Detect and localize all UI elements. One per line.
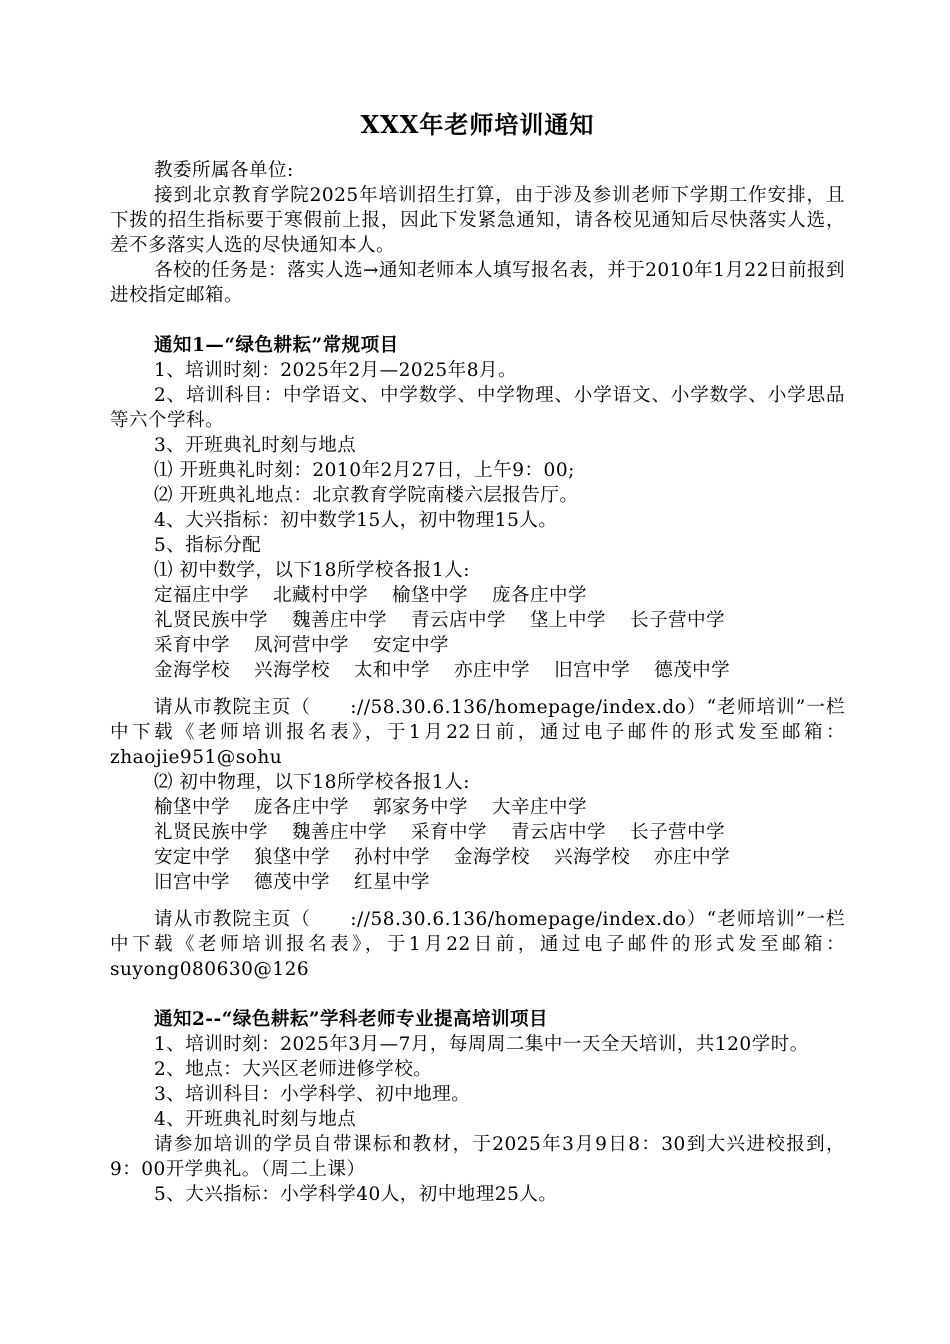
school-name: 大辛庄中学 — [492, 797, 588, 818]
notice1-item5: 5、指标分配 — [154, 535, 262, 556]
notice2-item4-text: 请参加培训的学员自带课标和教材，于2025年3月9日8：30到大兴进校报到，9：00开学典礼。（周二上课） — [110, 1134, 845, 1180]
math-schools-header: ⑴ 初中数学，以下18所学校各报1人: — [154, 560, 470, 581]
school-name: 榆垡中学 — [392, 585, 469, 606]
notice1-item1: 1、培训时刻：2025年2月—2025年8月。 — [154, 360, 517, 381]
school-row — [110, 633, 845, 658]
school-name: 长子营中学 — [630, 822, 726, 843]
notice1-item2: 2、培训科目：中学语文、中学数学、中学物理、小学语文、小学数学、小学思品等六个学科。 — [110, 385, 845, 431]
school-row — [110, 870, 845, 895]
notice2-heading: 通知2--“绿色耕耘”学科老师专业提高培训项目 — [154, 1009, 549, 1030]
school-name: 孙村中学 — [354, 847, 431, 868]
school-name: 定福庄中学 — [154, 585, 250, 606]
notice2-item5: 5、大兴指标：小学科学40人，初中地理25人。 — [154, 1184, 558, 1205]
school-row — [110, 820, 845, 845]
greeting: 教委所属各单位: — [154, 160, 294, 181]
document-page — [110, 108, 845, 1207]
school-name: 礼贤民族中学 — [154, 610, 269, 631]
notice2-item2: 2、地点：大兴区老师进修学校。 — [154, 1059, 433, 1080]
notice1-item3a: ⑴ 开班典礼时刻：2010年2月27日，上午9：00; — [154, 460, 575, 481]
math-instruction: 请从市教院主页（ ://58.30.6.136/homepage/index.do）“老师培训”一栏中下载《老师培训报名表》，于1月22日前，通过电子邮件的形式发至邮箱：zhaojie951@sohu — [110, 697, 845, 768]
notice2-item1: 1、培训时刻：2025年3月—7月，每周周二集中一天全天培训，共120学时。 — [154, 1034, 809, 1055]
school-name: 金海学校 — [154, 660, 231, 681]
school-name: 魏善庄中学 — [292, 822, 388, 843]
school-name: 安定中学 — [373, 635, 450, 656]
school-name: 采育中学 — [154, 635, 231, 656]
school-name: 魏善庄中学 — [292, 610, 388, 631]
notice2-item3: 3、培训科目：小学科学、初中地理。 — [154, 1084, 471, 1105]
document-title: XXX年老师培训通知 — [360, 110, 595, 139]
notice2-item4: 4、开班典礼时刻与地点 — [154, 1109, 357, 1130]
school-name: 长子营中学 — [630, 610, 726, 631]
school-name: 庞各庄中学 — [254, 797, 350, 818]
school-name: 德茂中学 — [654, 660, 731, 681]
school-name: 亦庄中学 — [454, 660, 531, 681]
school-name: 兴海学校 — [254, 660, 331, 681]
physics-schools-header: ⑵ 初中物理，以下18所学校各报1人: — [154, 772, 470, 793]
school-row — [110, 658, 845, 683]
notice1-item4: 4、大兴指标：初中数学15人，初中物理15人。 — [154, 510, 558, 531]
school-name: 礼贤民族中学 — [154, 822, 269, 843]
school-row — [110, 845, 845, 870]
notice1-item3: 3、开班典礼时刻与地点 — [154, 435, 357, 456]
school-name: 狼垡中学 — [254, 847, 331, 868]
school-name: 青云店中学 — [511, 822, 607, 843]
school-name: 郭家务中学 — [373, 797, 469, 818]
school-name: 兴海学校 — [554, 847, 631, 868]
school-name: 旧宫中学 — [154, 872, 231, 893]
intro-paragraph: 接到北京教育学院2025年培训招生打算，由于涉及参训老师下学期工作安排，且下拨的招生指标要于寒假前上报，因此下发紧急通知，请各校见通知后尽快落实人选，差不多落实人选的尽快通知本人。 — [110, 185, 845, 256]
school-name: 太和中学 — [354, 660, 431, 681]
school-name: 庞各庄中学 — [492, 585, 588, 606]
notice1-heading: 通知1—“绿色耕耘”常规项目 — [154, 335, 399, 356]
notice1-item3b: ⑵ 开班典礼地点：北京教育学院南楼六层报告厅。 — [154, 485, 579, 506]
school-row — [110, 608, 845, 633]
task-paragraph: 各校的任务是：落实人选→通知老师本人填写报名表，并于2010年1月22日前报到进校指定邮箱。 — [110, 260, 845, 306]
school-name: 北藏村中学 — [273, 585, 369, 606]
physics-instruction: 请从市教院主页（ ://58.30.6.136/homepage/index.do）“老师培训”一栏中下载《老师培训报名表》，于1月22日前，通过电子邮件的形式发至邮箱：suyong080630@126 — [110, 909, 845, 980]
school-name: 金海学校 — [454, 847, 531, 868]
school-row — [110, 795, 845, 820]
physics-school-list — [110, 795, 845, 895]
school-name: 旧宫中学 — [554, 660, 631, 681]
school-name: 青云店中学 — [411, 610, 507, 631]
school-name: 安定中学 — [154, 847, 231, 868]
school-name: 采育中学 — [411, 822, 488, 843]
school-name: 红星中学 — [354, 872, 431, 893]
school-name: 垡上中学 — [530, 610, 607, 631]
school-name: 榆垡中学 — [154, 797, 231, 818]
school-name: 德茂中学 — [254, 872, 331, 893]
math-school-list — [110, 583, 845, 683]
school-row — [110, 583, 845, 608]
school-name: 凤河营中学 — [254, 635, 350, 656]
school-name: 亦庄中学 — [654, 847, 731, 868]
